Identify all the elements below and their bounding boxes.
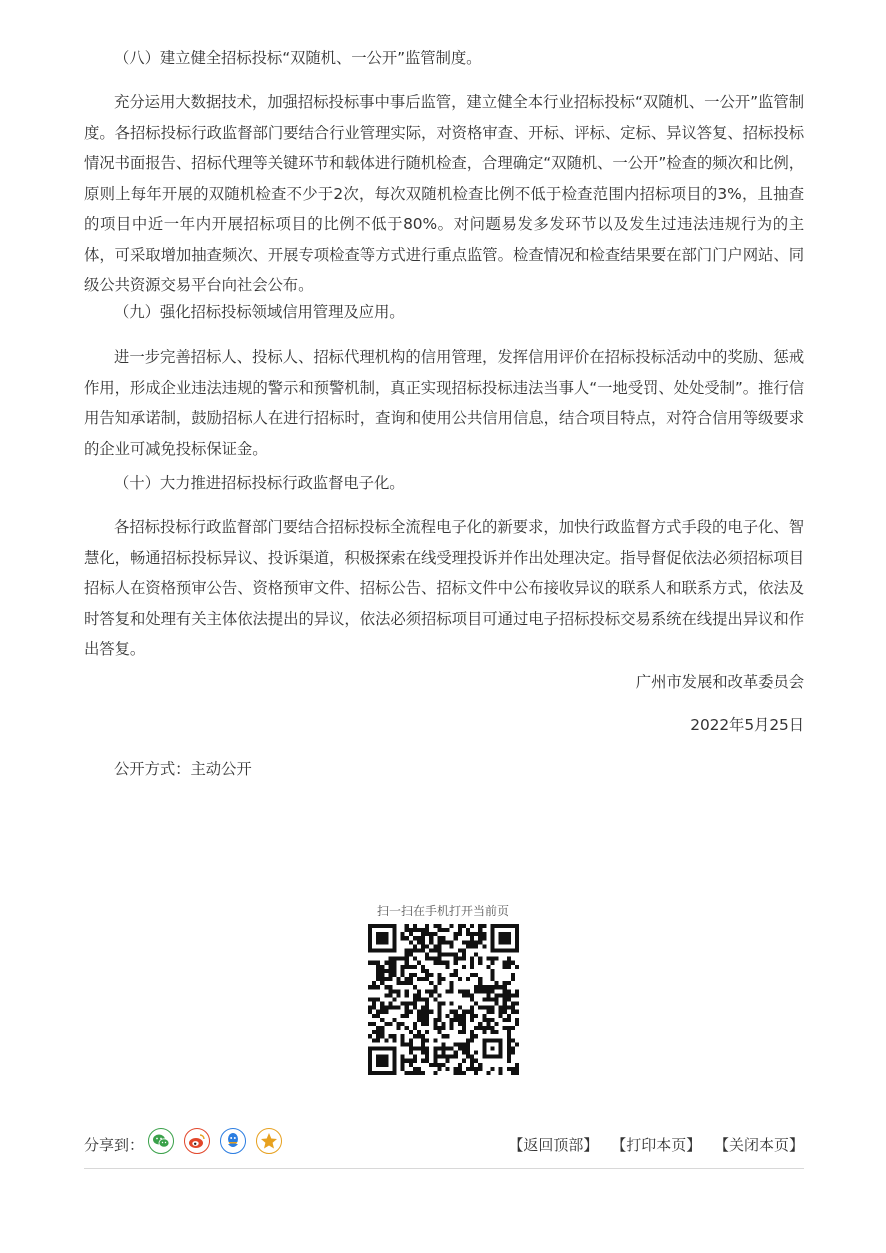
- section-heading-10: （十）大力推进招标投标行政监督电子化。: [114, 474, 405, 492]
- qr-caption: 扫一扫在手机打开当前页: [376, 904, 509, 918]
- section-paragraph-8: 充分运用大数据技术，加强招标投标事中事后监管，建立健全本行业招标投标“双随机、一公开”监管制度。各招标投标行政监督部门要结合行业管理实际，对资格审查、开标、评标、定标、异议答复、招标投标情况书面报告、招标代理等关键环节和载体进行随机检查，合理确定“双随机、一公开”检查的频次和比例，原则上每年开展的双随机检查不少于2次，每次双随机检查比例不低于检查范围内招标项目的3%，且抽查的项目中近一年内开展招标项目的比例不低于80%。对问题易发多发环节以及发生过违法违规行为的主体，可采取增加抽查频次、开展专项检查等方式进行重点监管。检查情况和检查结果要在部门门户网站、同级公共资源交易平台向社会公布。: [84, 93, 804, 294]
- share-bar: [84, 1128, 804, 1160]
- print-page-link[interactable]: 【打印本页】: [611, 1136, 702, 1154]
- section-paragraph-9: 进一步完善招标人、投标人、招标代理机构的信用管理，发挥信用评价在招标投标活动中的奖励、惩戒作用，形成企业违法违规的警示和预警机制，真正实现招标投标违法当事人“一地受罚、处处受制”。推行信用告知承诺制，鼓励招标人在进行招标时，查询和使用公共信用信息，结合项目特点，对符合信用等级要求的企业可减免投标保证金。: [84, 348, 804, 458]
- wechat-icon[interactable]: [148, 1128, 174, 1154]
- section-heading-8: （八）建立健全招标投标“双随机、一公开”监管制度。: [114, 49, 482, 67]
- section-heading-9: （九）强化招标投标领域信用管理及应用。: [114, 303, 405, 321]
- qr-code: [368, 924, 519, 1075]
- close-page-link[interactable]: 【关闭本页】: [713, 1136, 804, 1154]
- weibo-icon[interactable]: [184, 1128, 210, 1154]
- issuer-signature: 广州市发展和改革委员会: [635, 673, 804, 691]
- issue-date: 2022年5月25日: [690, 716, 804, 734]
- share-label: 分享到：: [84, 1136, 145, 1154]
- section-paragraph-10: 各招标投标行政监督部门要结合招标投标全流程电子化的新要求，加快行政监督方式手段的电子化、智慧化，畅通招标投标异议、投诉渠道，积极探索在线受理投诉并作出处理决定。指导督促依法必须招标项目招标人在资格预审公告、资格预审文件、招标公告、招标文件中公布接收异议的联系人和联系方式，依法及时答复和处理有关主体依法提出的异议，依法必须招标项目可通过电子招标投标交易系统在线提出异议和作出答复。: [84, 518, 804, 658]
- disclosure-method: 公开方式：主动公开: [114, 760, 252, 778]
- qzone-icon[interactable]: [256, 1128, 282, 1154]
- footer-links: [500, 1134, 804, 1155]
- qq-icon[interactable]: [220, 1128, 246, 1154]
- back-to-top-link[interactable]: 【返回顶部】: [508, 1136, 599, 1154]
- footer-divider: [84, 1168, 804, 1169]
